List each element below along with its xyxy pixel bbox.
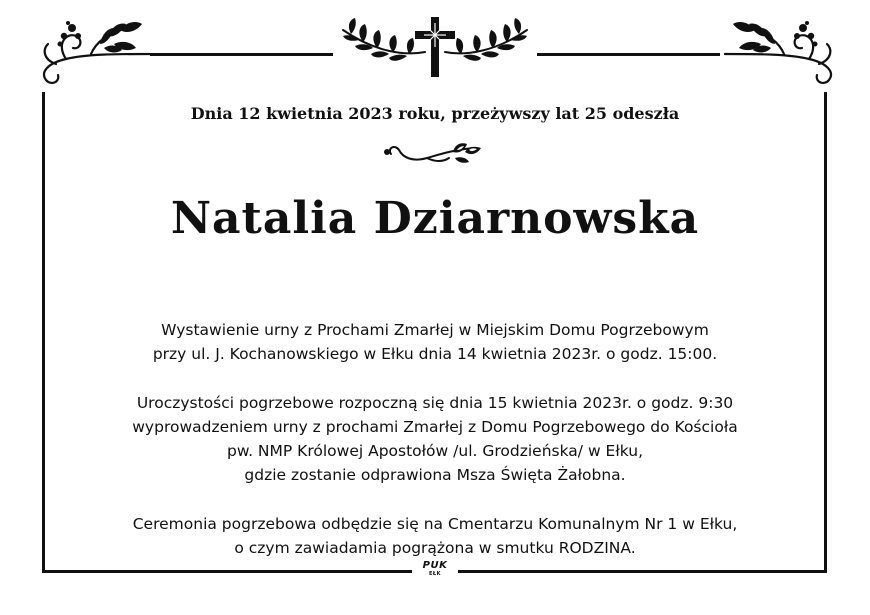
top-rule-left — [150, 53, 333, 56]
cross-with-laurel-icon — [335, 12, 535, 78]
text-line: wyprowadzeniem urny z prochami Zmarłej z Domu Pogrzebowego do Kościoła — [132, 418, 738, 436]
paragraph-funeral-ceremony — [60, 391, 810, 487]
intro-line: Dnia 12 kwietnia 2023 roku, przeżywszy lat 25 odeszła — [190, 104, 680, 123]
text-line: pw. NMP Królowej Apostołów /ul. Grodzieńska/ w Ełku, — [226, 442, 643, 460]
text-line: gdzie zostanie odprawiona Msza Święta Żałobna. — [244, 466, 626, 484]
paragraph-burial — [60, 512, 810, 560]
paragraph-urn-exhibition — [60, 318, 810, 366]
text-line: Ceremonia pogrzebowa odbędzie się na Cmentarzu Komunalnym Nr 1 w Ełku, — [132, 515, 738, 533]
leaf-swirl-icon — [383, 140, 487, 172]
floral-flourish-icon — [36, 14, 151, 89]
frame-left-border — [42, 92, 45, 572]
frame-right-border — [824, 92, 827, 572]
puk-logo — [414, 561, 456, 581]
frame-bottom-border-left — [42, 570, 412, 573]
logo-main-text: PUK — [422, 560, 448, 571]
text-line: Wystawienie urny z Prochami Zmarłej w Miejskim Domu Pogrzebowym — [161, 321, 709, 339]
text-line: o czym zawiadamia pogrążona w smutku RODZINA. — [234, 539, 636, 557]
top-rule-right — [537, 53, 720, 56]
text-line: Uroczystości pogrzebowe rozpoczną się dnia 15 kwietnia 2023r. o godz. 9:30 — [136, 394, 734, 412]
text-line: przy ul. J. Kochanowskiego w Ełku dnia 14 kwietnia 2023r. o godz. 15:00. — [152, 345, 718, 363]
deceased-name: Natalia Dziarnowska — [170, 193, 700, 244]
logo-sub-text: EŁK — [428, 571, 441, 577]
frame-bottom-border-right — [458, 570, 827, 573]
floral-flourish-icon — [724, 14, 839, 89]
